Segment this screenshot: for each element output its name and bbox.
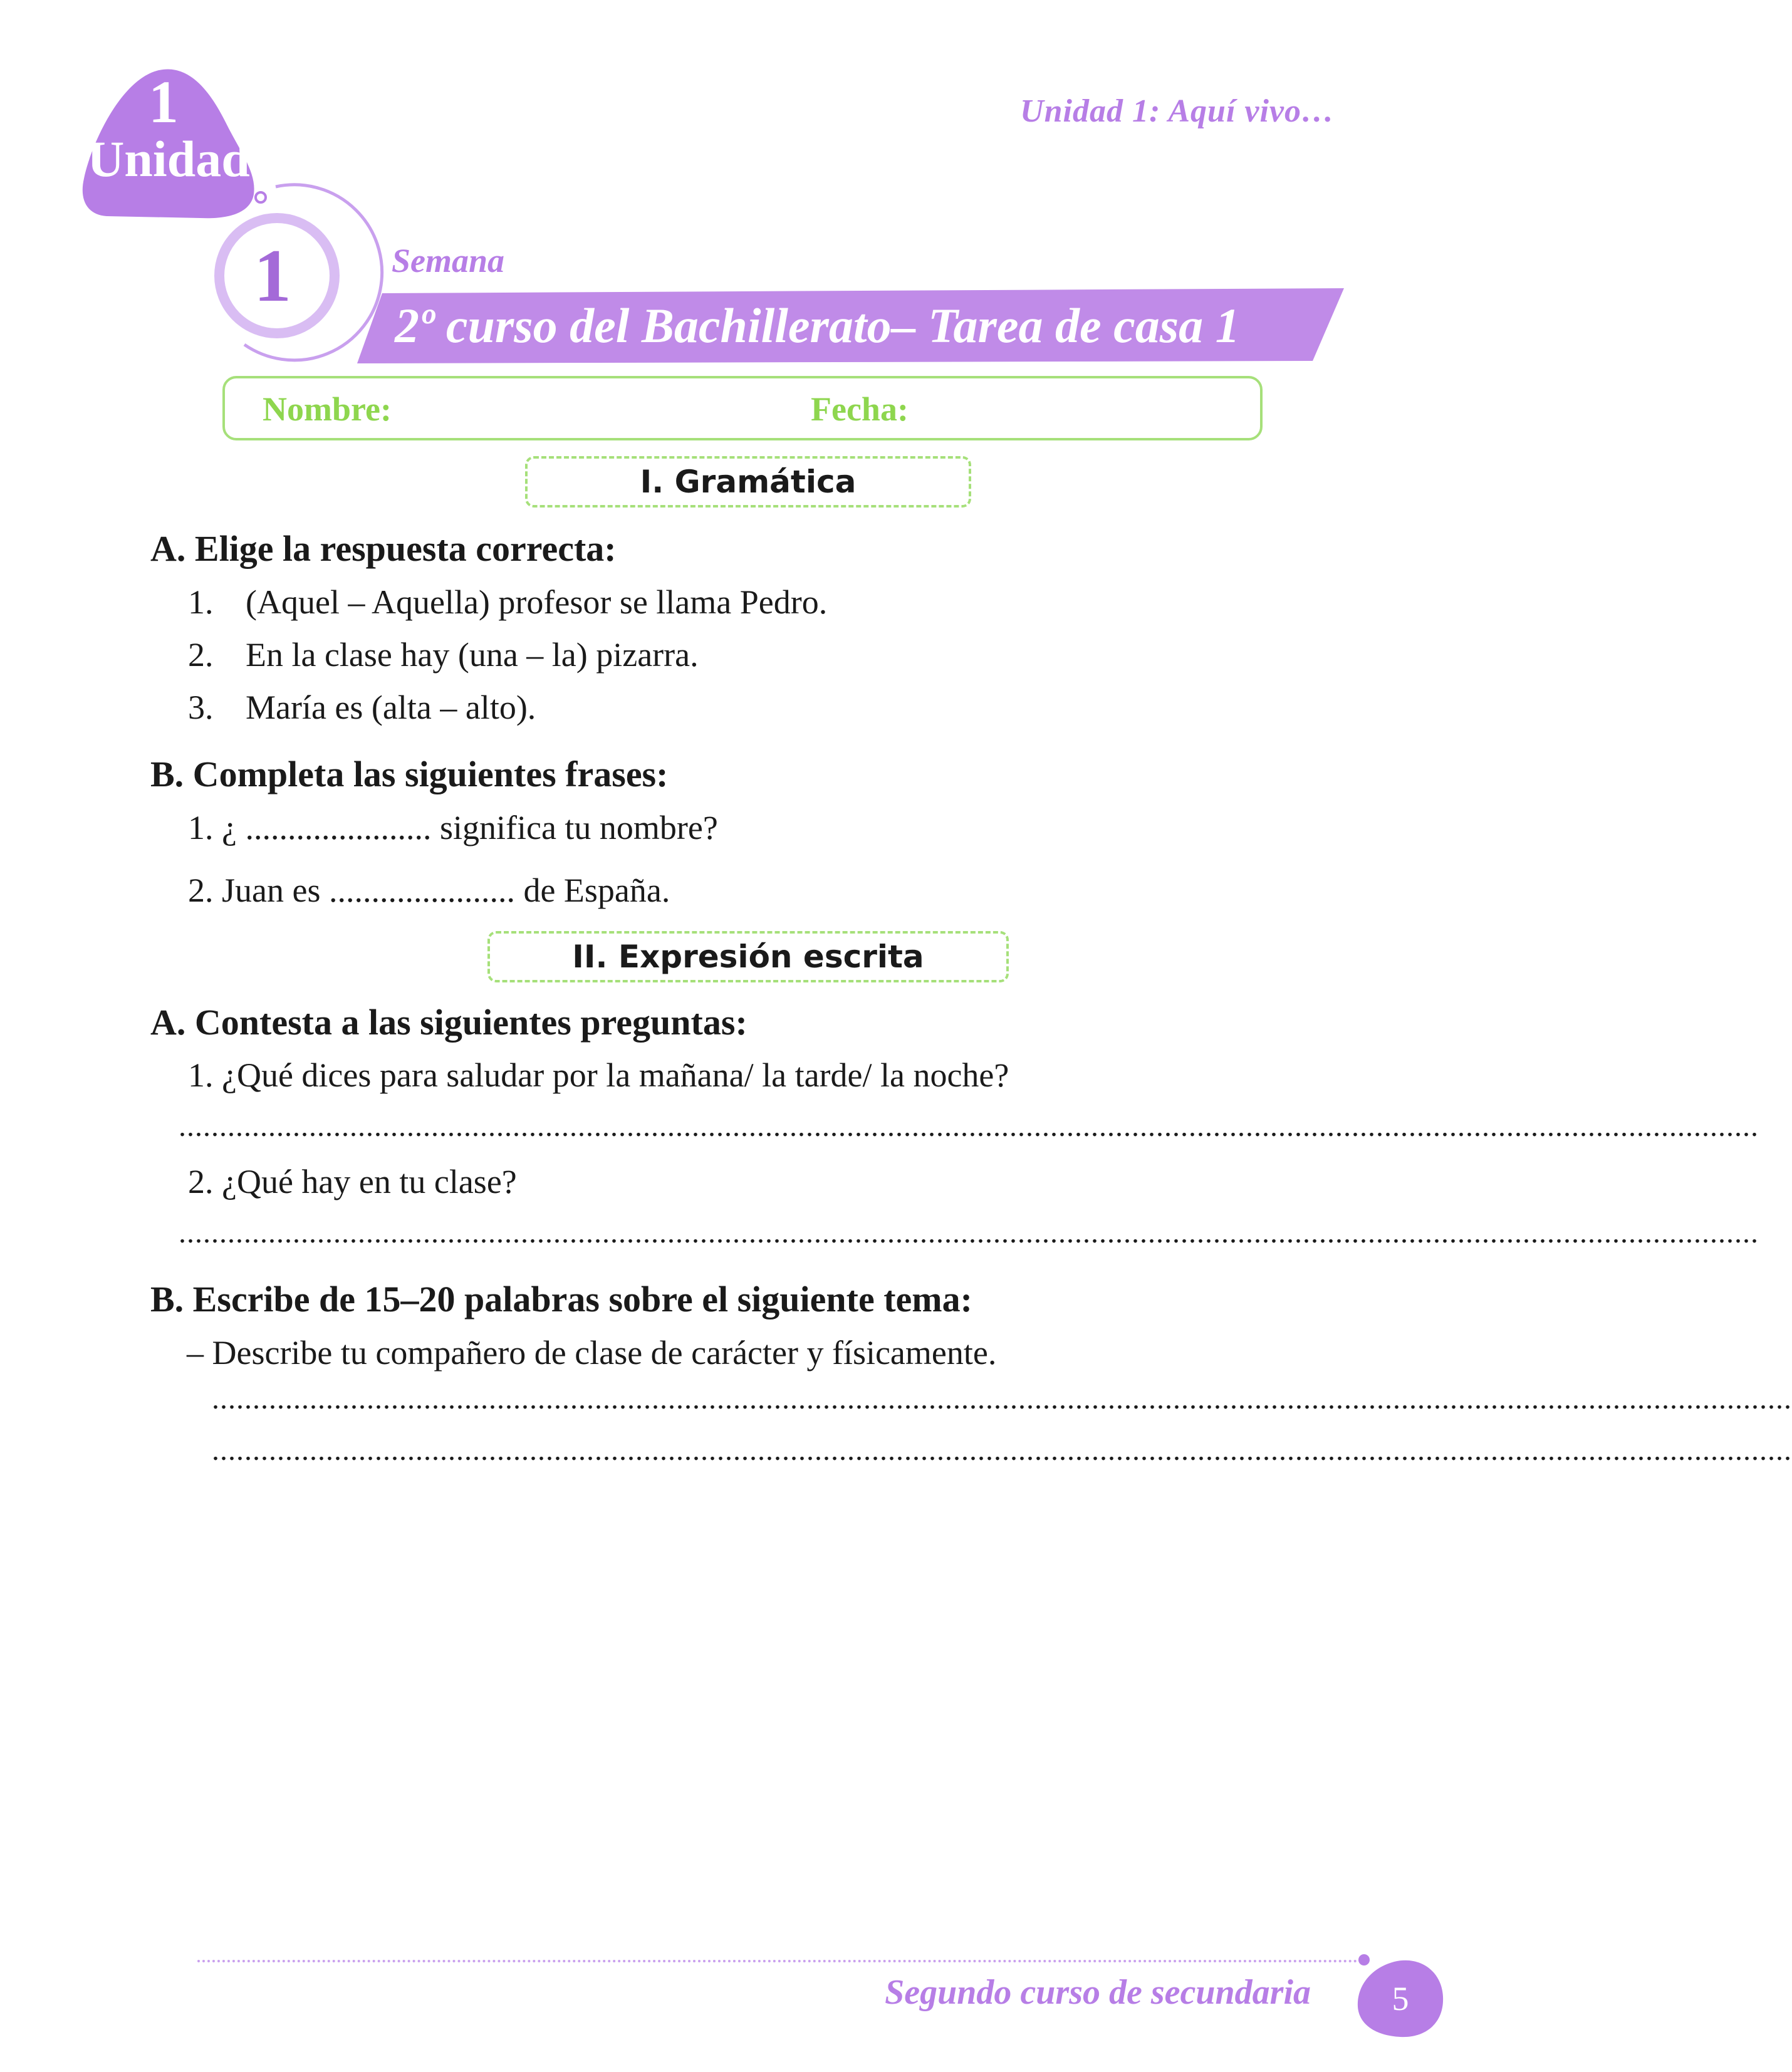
list-item: 1. ¿ ...................... significa tu nombre? xyxy=(188,809,718,846)
list-item xyxy=(188,583,827,622)
item-number: 1. xyxy=(188,583,214,621)
title-banner xyxy=(357,288,1347,363)
question-heading: B. Completa las siguientes frases: xyxy=(150,754,669,794)
section-writing-header: II. Expresión escrita xyxy=(487,931,1009,982)
footer-text: Segundo curso de secundaria xyxy=(885,1973,1311,2012)
section-grammar-header: I. Gramática xyxy=(525,456,971,508)
answer-line: .................................................................................................................................................................................................. xyxy=(212,1434,1792,1467)
list-item: 2. Juan es ...................... de España. xyxy=(188,872,670,909)
answer-line: .................................................................................................................................................................................................. xyxy=(179,1216,1759,1249)
page-title: 2º curso del Bachillerato– Tarea de casa 1 xyxy=(395,298,1240,353)
item-text: (Aquel – Aquella) profesor se llama Pedro. xyxy=(246,583,828,621)
unit-number: 1 xyxy=(148,68,179,135)
name-date-box xyxy=(222,376,1263,440)
item-text: María es (alta – alto). xyxy=(246,689,536,726)
list-item xyxy=(188,688,536,727)
writing-prompt: – Describe tu compañero de clase de carácter y físicamente. xyxy=(187,1334,997,1372)
item-number: 2. xyxy=(188,636,214,674)
item-number: 3. xyxy=(188,689,214,726)
page-number-badge xyxy=(1357,1958,1444,2039)
footer-divider xyxy=(197,1960,1363,1962)
page-number: 5 xyxy=(1392,1980,1409,2017)
unit-label: Unidad xyxy=(87,130,250,187)
question-heading: B. Escribe de 15–20 palabras sobre el siguiente tema: xyxy=(150,1279,972,1320)
week-number: 1 xyxy=(254,234,291,317)
question-heading: A. Elige la respuesta correcta: xyxy=(150,528,617,569)
item-text: En la clase hay (una – la) pizarra. xyxy=(246,636,699,674)
name-label: Nombre: xyxy=(263,390,392,428)
week-label: Semana xyxy=(392,242,505,279)
list-item xyxy=(188,635,699,674)
answer-line: .................................................................................................................................................................................................. xyxy=(212,1382,1792,1415)
date-label: Fecha: xyxy=(811,390,909,428)
answer-line: .................................................................................................................................................................................................. xyxy=(179,1110,1759,1143)
list-item: 2. ¿Qué hay en tu clase? xyxy=(188,1163,517,1200)
question-heading: A. Contesta a las siguientes preguntas: xyxy=(150,1002,748,1043)
list-item: 1. ¿Qué dices para saludar por la mañana/ la tarde/ la noche? xyxy=(188,1056,1009,1094)
running-head: Unidad 1: Aquí vivo… xyxy=(1020,93,1335,129)
